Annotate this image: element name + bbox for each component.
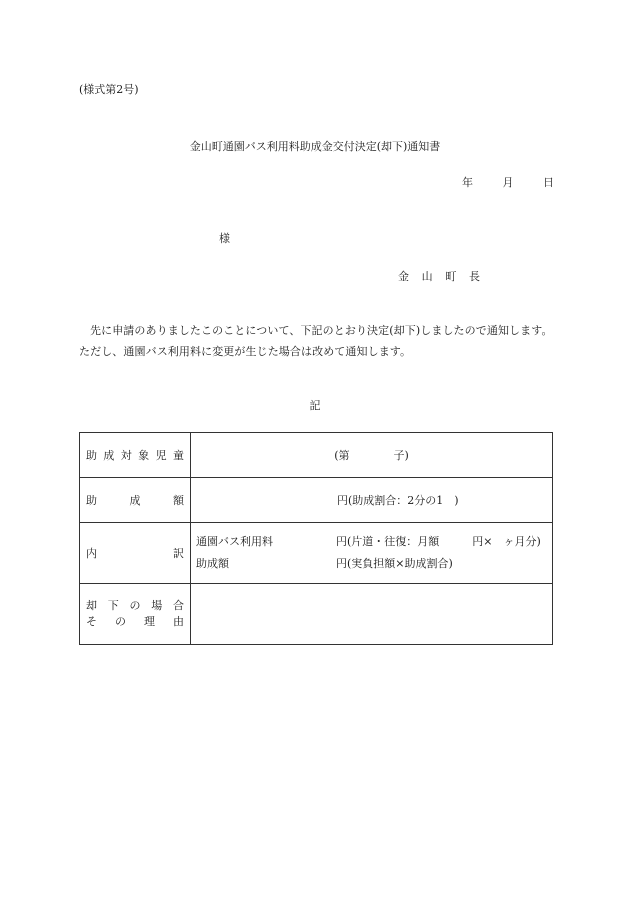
issuer-char: 町 [445, 270, 457, 283]
label-char: 由 [173, 615, 184, 628]
breakdown-line [191, 553, 552, 575]
issuer [398, 268, 480, 284]
target-child-text: (第 子) [334, 449, 409, 462]
label-char: 訳 [173, 547, 184, 560]
label-char: 理 [144, 615, 155, 628]
label-char: 合 [173, 599, 184, 612]
label-char: そ [86, 615, 97, 628]
breakdown-label [80, 523, 191, 584]
ki-label: 記 [309, 399, 321, 412]
table-row [80, 478, 553, 523]
label-char: 児 [155, 449, 167, 462]
date-day: 日 [543, 176, 554, 189]
subsidy-amount-text: 円(助成割合：2分の1 ) [337, 494, 459, 507]
subsidy-label: 助成額 [196, 557, 229, 570]
date-year: 年 [462, 176, 473, 189]
table-row [80, 584, 553, 645]
detail-table [79, 432, 553, 645]
label-char: 助 [86, 494, 97, 507]
issuer-char: 金 [398, 270, 409, 283]
breakdown-line [191, 531, 552, 553]
label-char: 内 [86, 547, 97, 560]
rejection-reason-label [80, 584, 191, 645]
target-child-label [80, 433, 191, 478]
label-char: 成 [103, 449, 115, 462]
body-text: 先に申請のありましたこのことについて、下記のとおり決定(却下)しましたので通知します。ただし、通園バス利用料に変更が生じた場合は改めて通知します。 [79, 324, 553, 358]
issuer-char: 長 [468, 270, 480, 283]
subsidy-value: 円(実負担額×助成割合) [336, 557, 453, 570]
date-month: 月 [502, 176, 514, 189]
addressee: 様 [219, 232, 230, 245]
label-char: 下 [107, 599, 119, 612]
label-char: 対 [120, 449, 132, 462]
rejection-reason-value[interactable] [191, 584, 553, 645]
label-char: 助 [86, 449, 97, 462]
subsidy-amount-value[interactable] [191, 478, 553, 523]
breakdown-value[interactable] [191, 523, 553, 584]
date-line [462, 174, 554, 190]
form-number: (様式第2号) [79, 83, 139, 96]
document-title: 金山町通園バス利用料助成金交付決定(却下)通知書 [189, 140, 441, 153]
label-char: 却 [86, 599, 97, 612]
table-row [80, 433, 553, 478]
label-char: 童 [172, 449, 184, 462]
bus-fee-value: 円(片道・往復：月額 円× ヶ月分) [336, 535, 541, 548]
bus-fee-label: 通園バス利用料 [196, 535, 273, 548]
subsidy-amount-label [80, 478, 191, 523]
target-child-value[interactable] [191, 433, 553, 478]
label-char: 象 [138, 449, 150, 462]
label-char: の [129, 599, 141, 612]
label-char: 成 [129, 494, 141, 507]
table-row [80, 523, 553, 584]
label-char: 場 [151, 599, 163, 612]
label-char: 額 [173, 494, 184, 507]
label-char: の [115, 615, 126, 628]
issuer-char: 山 [421, 270, 433, 283]
